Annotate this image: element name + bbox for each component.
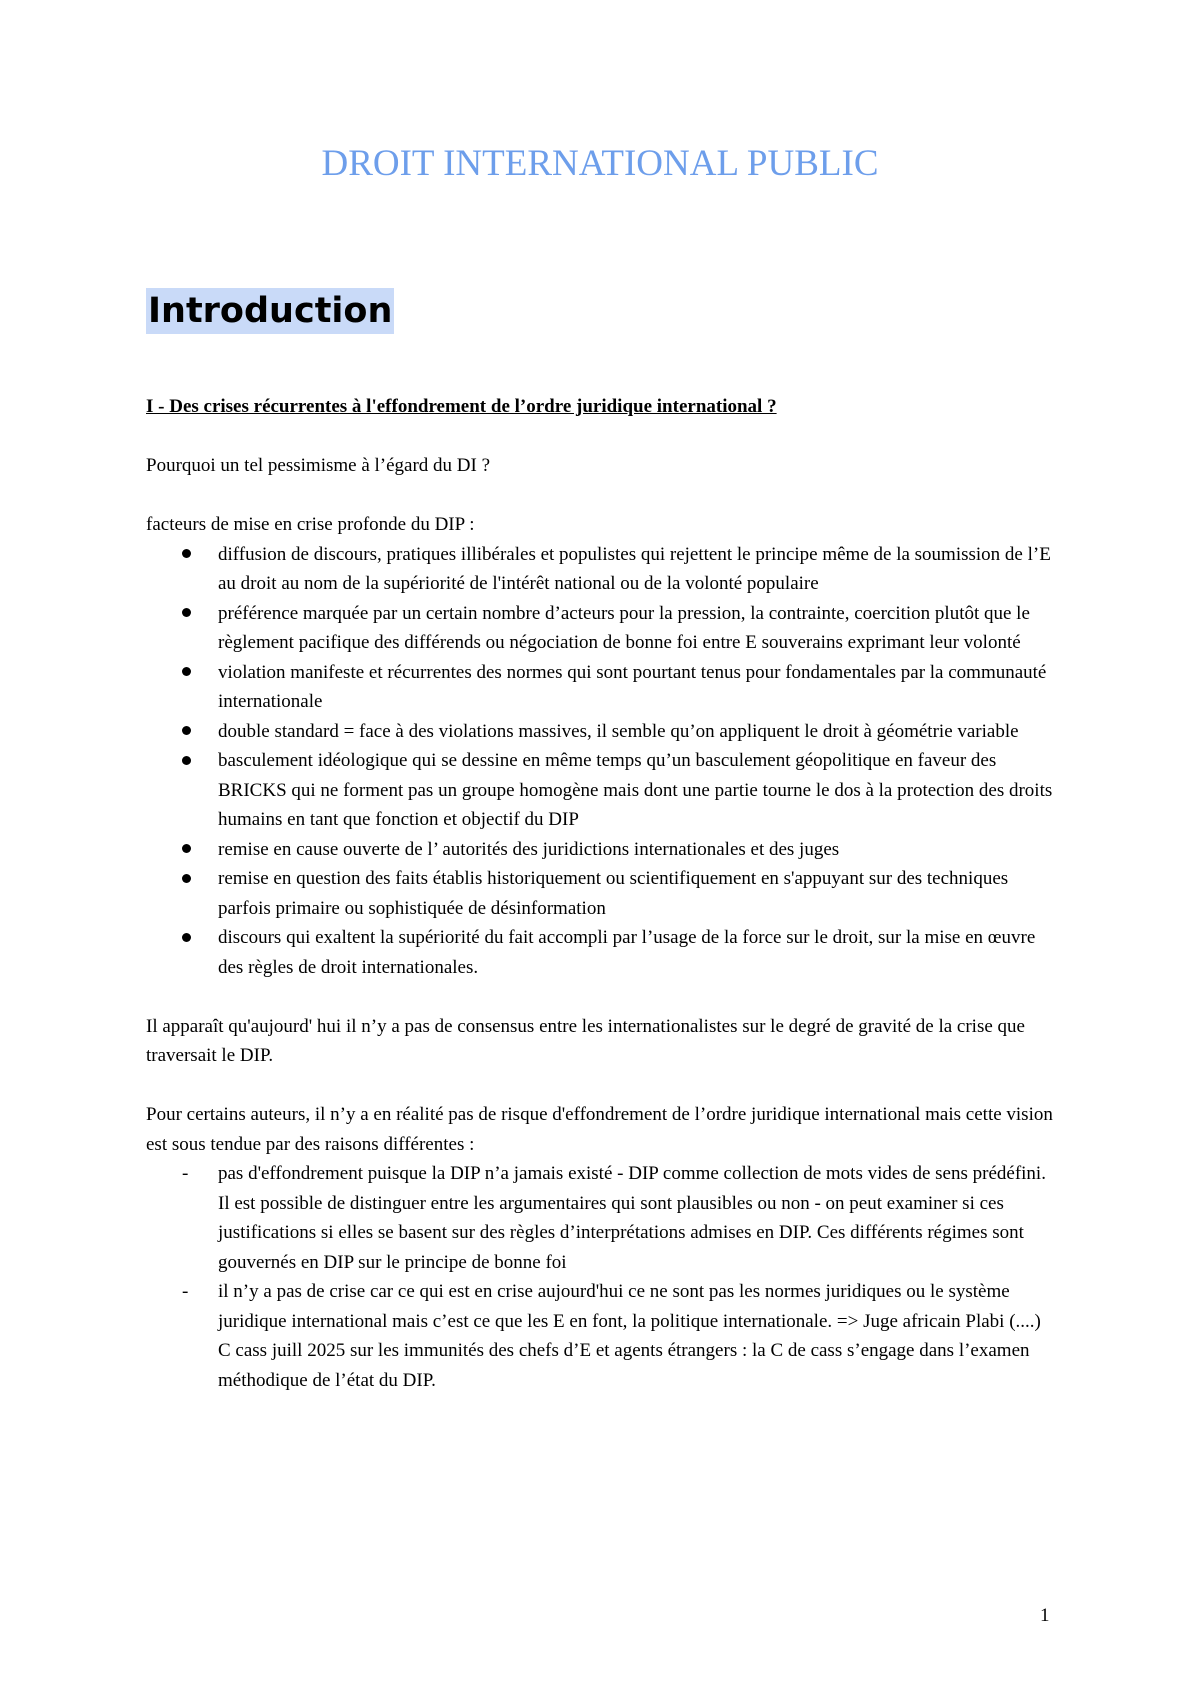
bullet-icon bbox=[182, 540, 202, 570]
list-item: violation manifeste et récurrentes des normes qui sont pourtant tenus pour fondamentales par la communauté internationale bbox=[146, 658, 1056, 717]
list-item: discours qui exaltent la supériorité du fait accompli par l’usage de la force sur le droit, sur la mise en œuvre des règles de droit internationales. bbox=[146, 923, 1056, 982]
dash-marker: - bbox=[182, 1163, 189, 1184]
question-paragraph: Pourquoi un tel pessimisme à l’égard du DI ? bbox=[146, 455, 491, 476]
bullet-icon bbox=[182, 746, 202, 776]
consensus-paragraph: Il apparaît qu'aujourd' hui il n’y a pas de consensus entre les internationalistes sur le degré de gravité de la crise que traversait le DIP. bbox=[146, 1015, 1025, 1066]
section-title: I - Des crises récurrentes à l'effondrement de l’ordre juridique international ? bbox=[146, 396, 777, 417]
list-item: diffusion de discours, pratiques illibérales et populistes qui rejettent le principe même de la soumission de l’E au droit au nom de la supériorité de l'intérêt national ou de la volonté populaire bbox=[146, 540, 1056, 599]
list-item: - il n’y a pas de crise car ce qui est en crise aujourd'hui ce ne sont pas les normes juridiques ou le système juridique international mais c’est ce que les E en font, la politique internationale. => Juge africain Plabi (....) C cass juill 2025 sur les immunités des chefs d’E et agents étrangers : la C de cass s’engage dans l’examen méthodique de l’état du DIP. bbox=[146, 1277, 1056, 1395]
bullet-icon bbox=[182, 658, 202, 688]
bullet-icon bbox=[182, 717, 202, 747]
dash-marker: - bbox=[182, 1281, 189, 1302]
list-item: - pas d'effondrement puisque la DIP n’a jamais existé - DIP comme collection de mots vides de sens prédéfini. Il est possible de distinguer entre les argumentaires qui sont plausibles ou non - on peut examiner si ces justifications si elles se basent sur des règles d’interprétations admises en DIP. Ces différents régimes sont gouvernés en DIP sur le principe de bonne foi bbox=[146, 1159, 1056, 1277]
factors-list bbox=[146, 540, 1056, 983]
list-item: remise en cause ouverte de l’ autorités des juridictions internationales et des juges bbox=[146, 835, 1056, 865]
bullet-icon bbox=[182, 864, 202, 894]
document-title: DROIT INTERNATIONAL PUBLIC bbox=[321, 143, 879, 184]
list-item: remise en question des faits établis historiquement ou scientifiquement en s'appuyant sur des techniques parfois primaire ou sophistiquée de désinformation bbox=[146, 864, 1056, 923]
list-item: préférence marquée par un certain nombre d’acteurs pour la pression, la contrainte, coercition plutôt que le règlement pacifique des différends ou négociation de bonne foi entre E souverains exprimant leur volonté bbox=[146, 599, 1056, 658]
bullet-icon bbox=[182, 599, 202, 629]
list-item: basculement idéologique qui se dessine en même temps qu’un basculement géopolitique en faveur des BRICKS qui ne forment pas un groupe homogène mais dont une partie tourne le dos à la protection des droits humains en tant que fonction et objectif du DIP bbox=[146, 746, 1056, 835]
bullet-icon bbox=[182, 923, 202, 953]
list-item: double standard = face à des violations massives, il semble qu’on appliquent le droit à géométrie variable bbox=[146, 717, 1056, 747]
factors-intro: facteurs de mise en crise profonde du DIP : bbox=[146, 514, 475, 535]
introduction-heading: Introduction bbox=[146, 288, 394, 334]
reasons-list bbox=[146, 1159, 1056, 1395]
authors-paragraph: Pour certains auteurs, il n’y a en réalité pas de risque d'effondrement de l’ordre juridique international mais cette vision est sous tendue par des raisons différentes : bbox=[146, 1104, 1053, 1155]
bullet-icon bbox=[182, 835, 202, 865]
document-body bbox=[146, 392, 1056, 1395]
page-number: 1 bbox=[1040, 1605, 1050, 1626]
